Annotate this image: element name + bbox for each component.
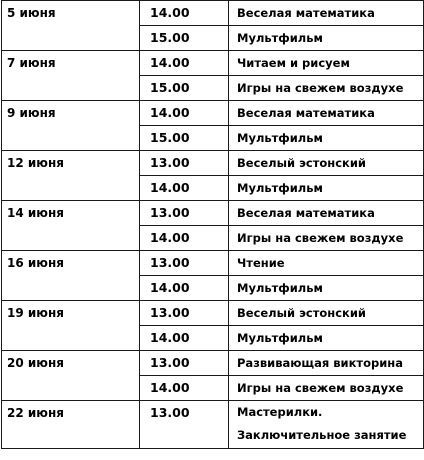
time-cell: 14.00 [140, 51, 229, 76]
activity-cell: Мультфильм [229, 276, 424, 301]
time-cell: 14.00 [140, 276, 229, 301]
time-cell: 13.00 [140, 301, 229, 326]
date-cell: 22 июня [2, 401, 140, 449]
table-row [2, 401, 424, 449]
time-cell: 14.00 [140, 326, 229, 351]
time-cell: 15.00 [140, 26, 229, 51]
activity-cell: Мультфильм [229, 176, 424, 201]
table-row [2, 1, 424, 26]
date-cell: 20 июня [2, 351, 140, 401]
activity-cell: Веселая математика [229, 101, 424, 126]
table-row [2, 201, 424, 226]
table-row [2, 351, 424, 376]
activity-cell: Игры на свежем воздухе [229, 376, 424, 401]
date-cell: 14 июня [2, 201, 140, 251]
activity-cell: Веселая математика [229, 201, 424, 226]
time-cell: 14.00 [140, 176, 229, 201]
activity-cell: Развивающая викторина [229, 351, 424, 376]
time-cell: 15.00 [140, 126, 229, 151]
activity-cell: Веселый эстонский [229, 301, 424, 326]
activity-cell: Мультфильм [229, 326, 424, 351]
schedule-table [1, 0, 424, 449]
activity-cell: Читаем и рисуем [229, 51, 424, 76]
time-cell: 13.00 [140, 201, 229, 226]
activity-cell: Веселый эстонский [229, 151, 424, 176]
activity-cell: Игры на свежем воздухе [229, 76, 424, 101]
table-row [2, 51, 424, 76]
time-cell: 13.00 [140, 351, 229, 376]
time-cell: 13.00 [140, 151, 229, 176]
time-cell: 14.00 [140, 376, 229, 401]
activity-cell: Чтение [229, 251, 424, 276]
activity-cell: Мастерилки. Заключительное занятие [229, 401, 424, 449]
time-cell: 13.00 [140, 401, 229, 449]
activity-cell: Мультфильм [229, 126, 424, 151]
activity-cell: Веселая математика [229, 1, 424, 26]
date-cell: 19 июня [2, 301, 140, 351]
date-cell: 9 июня [2, 101, 140, 151]
date-cell: 5 июня [2, 1, 140, 51]
table-row [2, 251, 424, 276]
time-cell: 13.00 [140, 251, 229, 276]
time-cell: 15.00 [140, 76, 229, 101]
date-cell: 12 июня [2, 151, 140, 201]
activity-cell: Игры на свежем воздухе [229, 226, 424, 251]
date-cell: 7 июня [2, 51, 140, 101]
table-row [2, 101, 424, 126]
table-row [2, 151, 424, 176]
time-cell: 14.00 [140, 226, 229, 251]
table-row [2, 301, 424, 326]
date-cell: 16 июня [2, 251, 140, 301]
time-cell: 14.00 [140, 1, 229, 26]
time-cell: 14.00 [140, 101, 229, 126]
activity-cell: Мультфильм [229, 26, 424, 51]
